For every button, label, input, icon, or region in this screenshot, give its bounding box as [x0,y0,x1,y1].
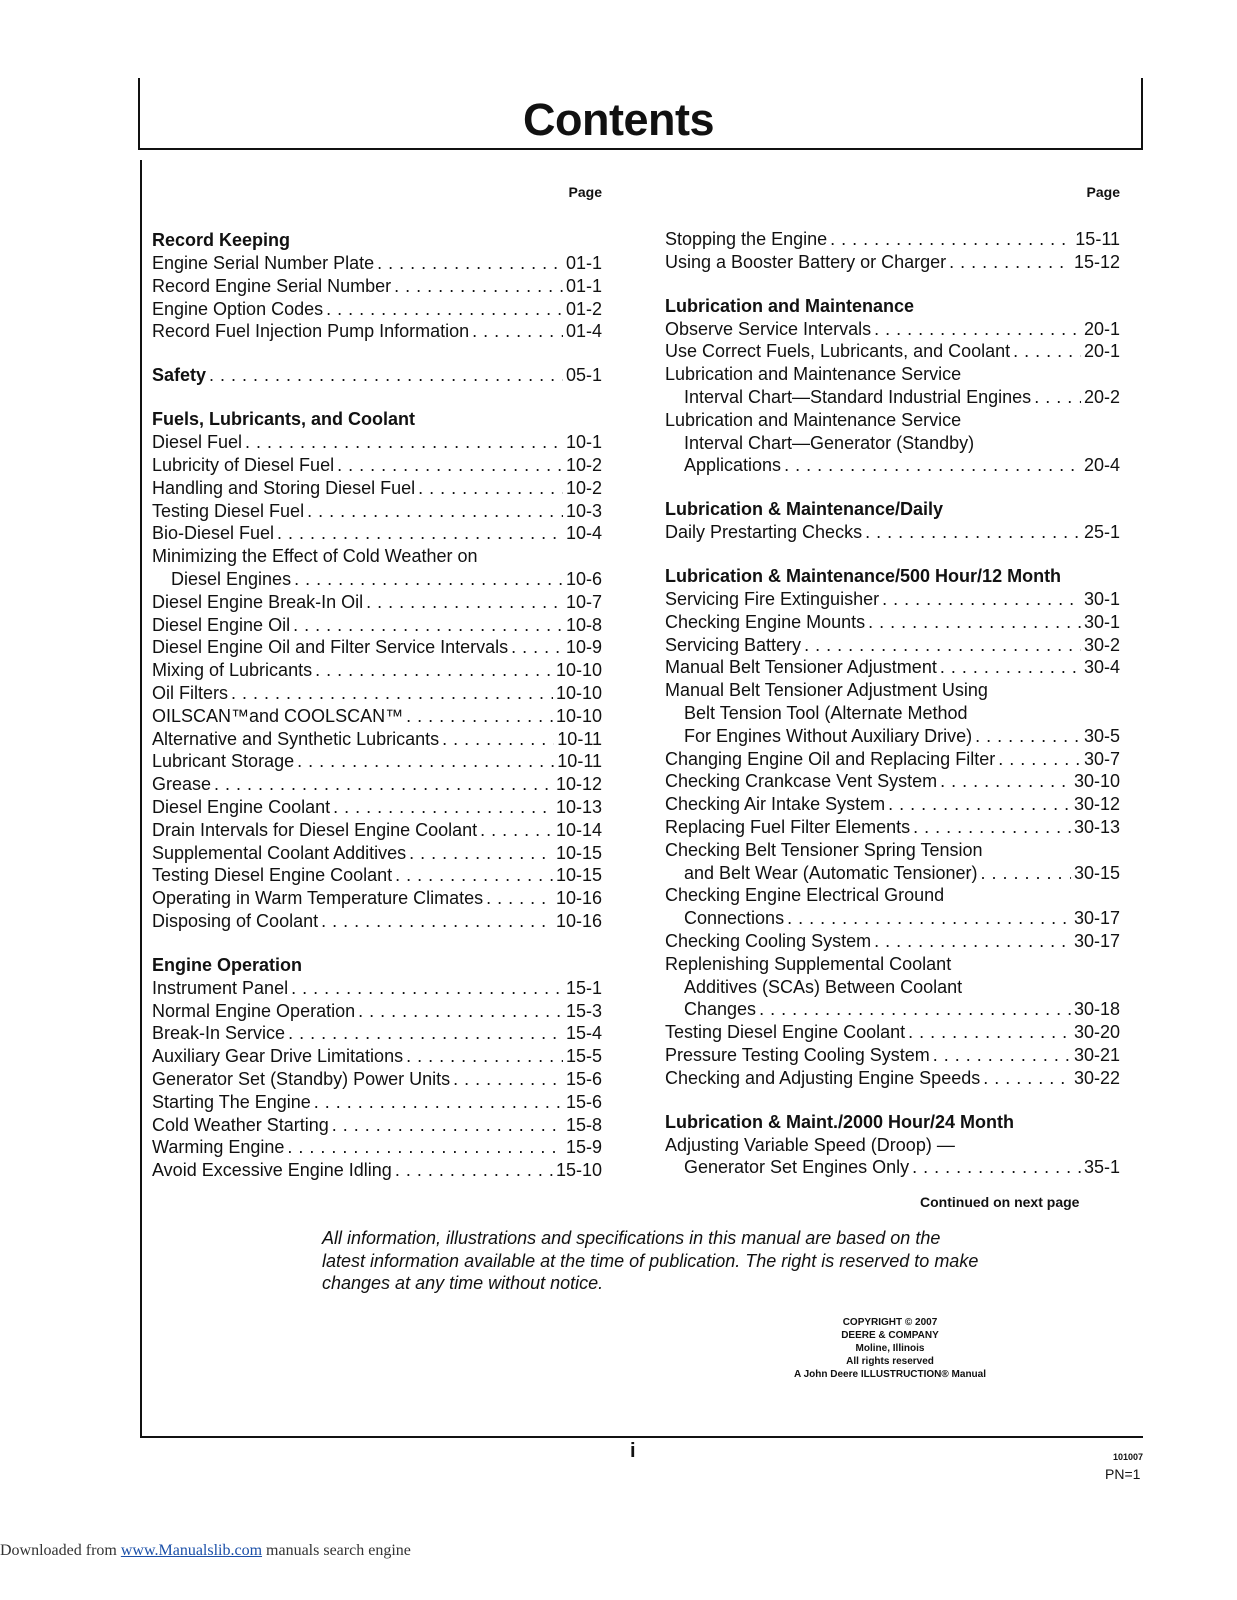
entry-title: Changes [684,999,757,1020]
contents-section [152,407,602,933]
entry-title: OILSCAN™and COOLSCAN™ [152,705,404,726]
toc-entry [665,454,1120,477]
page-ref: 10-2 [565,477,602,498]
footer-suffix: manuals search engine [262,1542,411,1559]
dot-leader [314,1091,563,1114]
dot-leader [209,363,563,387]
page-ref: 15-3 [565,1000,602,1021]
entry-title: Servicing Battery [665,634,802,655]
dot-leader [759,998,1071,1021]
page-ref: 10-13 [555,796,602,817]
page-ref: 10-16 [555,910,602,931]
toc-entry [152,298,602,321]
entry-title: Daily Prestarting Checks [665,522,863,543]
toc-entry-line: Checking Belt Tensioner Spring Tension [665,839,983,860]
dot-leader [912,1156,1081,1179]
toc-entry [152,819,602,842]
entry-title: Diesel Fuel [152,432,243,453]
toc-entry-line: Minimizing the Effect of Cold Weather on [152,546,478,567]
page-ref: 25-1 [1083,522,1120,543]
dot-leader [787,907,1071,930]
toc-entry [152,275,602,298]
dot-leader [333,796,553,819]
toc-entry [665,1021,1120,1044]
toc-entry [152,750,602,773]
entry-title: Using a Booster Battery or Charger [665,251,947,272]
dot-leader [394,275,563,298]
page-ref: 10-15 [555,842,602,863]
entry-title: Checking Crankcase Vent System [665,771,938,792]
page-ref: 10-14 [555,819,602,840]
dot-leader [297,750,554,773]
toc-entry [152,796,602,819]
entry-title: Generator Set (Standby) Power Units [152,1068,451,1089]
contents-section [665,228,1120,274]
dot-leader [865,521,1081,544]
entry-title: Replacing Fuel Filter Elements [665,816,911,837]
toc-entry [152,682,602,705]
toc-entry [665,521,1120,544]
toc-entry [152,1136,602,1159]
dot-leader [293,614,563,637]
page-ref: 15-12 [1073,251,1120,272]
page-ref: 10-8 [565,614,602,635]
toc-entry [152,659,602,682]
left-sections [152,228,602,1182]
entry-title: Lubricant Storage [152,751,295,772]
page-ref: 30-20 [1073,1022,1120,1043]
dot-leader [366,591,563,614]
toc-entry-line: Lubrication and Maintenance Service [665,364,962,385]
toc-entry [665,1156,1120,1179]
toc-entry [152,887,602,910]
entry-title: Disposing of Coolant [152,910,319,931]
toc-entry [152,728,602,751]
page-ref: 15-6 [565,1091,602,1112]
toc-entry [665,793,1120,816]
contents-section [665,497,1120,544]
dot-leader [940,656,1081,679]
dot-leader [231,682,553,705]
page-ref: 30-18 [1073,999,1120,1020]
contents-column-right [665,184,1120,1199]
toc-entry-line: Checking Engine Electrical Ground [665,885,945,906]
toc-entry [665,748,1120,771]
page-ref: 10-3 [565,500,602,521]
entry-title: Testing Diesel Fuel [152,500,305,521]
page-ref: 10-7 [565,591,602,612]
toc-entry [152,1000,602,1023]
copyright-line: DEERE & COMPANY [841,1330,939,1341]
dot-leader [980,862,1070,885]
dot-leader [395,864,553,887]
dot-leader [830,228,1072,251]
toc-entry [665,725,1120,748]
page-ref: 20-1 [1083,341,1120,362]
page-ref: 01-4 [565,321,602,342]
section-title: Safety [152,365,207,386]
toc-entry [152,705,602,728]
toc-entry [665,770,1120,793]
dot-leader [277,522,563,545]
copyright-line: A John Deere ILLUSTRUCTION® Manual [793,1369,986,1380]
page-ref: 10-10 [555,660,602,681]
dot-leader [332,1114,563,1137]
entry-title: Instrument Panel [152,977,289,998]
toc-entry [152,500,602,523]
dot-leader [395,1159,553,1182]
entry-title: Connections [684,908,785,929]
dot-leader [214,773,553,796]
dot-leader [307,500,563,523]
page-ref: 30-22 [1073,1067,1120,1088]
dot-leader [868,611,1081,634]
contents-section [152,363,602,387]
dot-leader [908,1021,1071,1044]
footer-prefix: Downloaded from [0,1542,121,1559]
entry-title: Drain Intervals for Diesel Engine Coolant [152,819,478,840]
entry-title: Engine Option Codes [152,298,324,319]
toc-entry [152,1045,602,1068]
entry-title: Changing Engine Oil and Replacing Filter [665,748,996,769]
entry-title: Bio-Diesel Fuel [152,523,275,544]
toc-entry [152,1068,602,1091]
entry-title: Record Fuel Injection Pump Information [152,321,470,342]
toc-entry [665,611,1120,634]
page-ref: 10-9 [565,637,602,658]
dot-leader [358,1000,563,1023]
toc-entry [665,318,1120,341]
dot-leader [874,318,1081,341]
dot-leader [1034,386,1081,409]
dot-leader [406,1045,563,1068]
dot-leader [326,298,563,321]
dot-leader [409,842,553,865]
entry-title: Stopping the Engine [665,229,828,249]
document-code: 101007 [1113,1452,1144,1462]
dot-leader [949,251,1071,274]
dot-leader [913,816,1071,839]
copyright-line: All rights reserved [846,1356,934,1367]
page-ref: 10-16 [555,888,602,909]
contents-section [152,228,602,343]
dot-leader [315,659,553,682]
page-ref: 15-9 [565,1137,602,1158]
dot-leader [784,454,1081,477]
dot-leader [486,887,553,910]
page-ref: 10-6 [565,568,602,589]
toc-entry [665,816,1120,839]
dot-leader [998,748,1081,771]
page-ref: 15-10 [555,1160,602,1181]
dot-leader [975,725,1081,748]
toc-entry [152,431,602,454]
dot-leader [1013,340,1081,363]
toc-entry [152,1091,602,1114]
entry-title: Diesel Engine Oil and Filter Service Intervals [152,637,509,658]
entry-title: Warming Engine [152,1137,285,1158]
dot-leader [291,977,563,1000]
entry-title: Observe Service Intervals [665,318,872,339]
page-ref: 10-1 [565,432,602,453]
dot-leader [245,431,563,454]
toc-entry [152,320,602,343]
entry-title: Record Engine Serial Number [152,275,392,296]
page-ref: 30-2 [1083,634,1120,655]
dot-leader [983,1067,1071,1090]
page-ref: 10-4 [565,523,602,544]
toc-entry-line: Manual Belt Tensioner Adjustment Using [665,680,988,701]
continued-note: Continued on next page [920,1194,1080,1210]
toc-entry [665,1067,1120,1090]
dot-leader [940,770,1071,793]
section-heading: Lubrication and Maintenance [665,295,915,316]
entry-title: Diesel Engine Break-In Oil [152,591,364,612]
entry-title: Auxiliary Gear Drive Limitations [152,1046,404,1067]
page-ref: 35-1 [1083,1157,1120,1178]
page-ref: 30-10 [1073,771,1120,792]
page-ref: 30-4 [1083,657,1120,678]
page-ref: 30-17 [1073,908,1120,929]
toc-entry [152,1022,602,1045]
copyright-line: Moline, Illinois [855,1343,925,1354]
dot-leader [377,252,563,275]
dot-leader [480,819,553,842]
toc-entry-line: Lubrication and Maintenance Service [665,409,962,430]
page-ref: 30-13 [1073,816,1120,837]
download-footer [0,1542,411,1560]
page-ref: 10-12 [555,774,602,795]
toc-entry [152,477,602,500]
dot-leader [321,910,553,933]
page-ref: 10-15 [555,865,602,886]
entry-title: Oil Filters [152,682,228,703]
toc-entry-line: Replenishing Supplemental Coolant [665,953,952,974]
dot-leader [874,930,1071,953]
toc-entry [665,907,1120,930]
page-ref: 10-11 [557,728,602,749]
contents-section [665,1110,1120,1180]
section-heading: Lubrication & Maintenance/Daily [665,499,944,520]
toc-entry [152,773,602,796]
toc-entry [152,614,602,637]
toc-entry [152,522,602,545]
page-ref: 05-1 [565,365,602,386]
page-ref: 30-1 [1083,588,1120,609]
toc-entry [665,1044,1120,1067]
entry-title: Starting The Engine [152,1091,311,1112]
entry-title: and Belt Wear (Automatic Tensioner) [684,862,978,883]
page-column-heading: Page [568,184,602,200]
section-heading: Lubrication & Maint./2000 Hour/24 Month [665,1111,1015,1132]
copyright-line: COPYRIGHT © 2007 [842,1317,938,1328]
toc-entry [152,252,602,275]
toc-entry [665,930,1120,953]
contents-section [665,564,1120,1090]
page-column-heading: Page [1086,184,1120,200]
toc-entry [665,588,1120,611]
manualslib-link[interactable]: www.Manualslib.com [120,1542,263,1559]
dot-leader [804,634,1081,657]
entry-title: Grease [152,774,212,795]
copyright-block [770,1316,1010,1381]
contents-section [665,294,1120,478]
dot-leader [406,705,553,728]
entry-title: Supplemental Coolant Additives [152,842,407,863]
page-ref: 30-17 [1073,930,1120,951]
page-ref: 15-1 [565,977,602,998]
toc-entry-line: Adjusting Variable Speed (Droop) — [665,1134,955,1155]
toc-entry [665,634,1120,657]
disclaimer-notice: All information, illustrations and specifications in this manual are based on the latest information available at the time of publication. The right is reserved to make changes at any time without notice. [322,1228,979,1293]
entry-title: Checking Cooling System [665,930,872,951]
entry-title: Applications [684,455,782,476]
page-ref: 30-1 [1083,611,1120,632]
page-ref: 15-5 [565,1046,602,1067]
toc-entry-line: Belt Tension Tool (Alternate Method [684,702,968,723]
section-heading: Lubrication & Maintenance/500 Hour/12 Month [665,565,1062,586]
toc-entry [152,864,602,887]
page-ref: 20-4 [1083,455,1120,476]
page-ref: 10-11 [557,751,602,772]
entry-title: Lubricity of Diesel Fuel [152,454,335,475]
entry-title: Diesel Engines [171,568,292,589]
page-ref: 30-7 [1083,748,1120,769]
contents-section [152,953,602,1182]
dot-leader [287,1136,563,1159]
toc-entry [665,340,1120,363]
toc-entry [152,1159,602,1182]
entry-title: Avoid Excessive Engine Idling [152,1160,392,1181]
entry-title: Manual Belt Tensioner Adjustment [665,657,937,678]
entry-title: Servicing Fire Extinguisher [665,588,880,609]
entry-title: Checking and Adjusting Engine Speeds [665,1067,981,1088]
entry-title: Mixing of Lubricants [152,660,313,681]
toc-entry [152,636,602,659]
page-ref: 01-1 [565,253,602,273]
page-number: i [630,1440,636,1462]
part-number: PN=1 [1105,1466,1141,1482]
entry-title: Cold Weather Starting [152,1114,329,1135]
entry-title: Use Correct Fuels, Lubricants, and Coolant [665,341,1011,362]
entry-title: For Engines Without Auxiliary Drive) [684,725,973,746]
section-heading: Engine Operation [152,954,303,975]
toc-entry [152,842,602,865]
right-sections [665,228,1120,1179]
toc-entry [665,656,1120,679]
page-ref: 20-1 [1083,318,1120,339]
entry-title: Checking Engine Mounts [665,611,866,632]
page-ref: 01-2 [565,298,602,319]
dot-leader [294,568,563,591]
toc-entry [152,591,602,614]
entry-title: Normal Engine Operation [152,1000,356,1021]
page-title: Contents [523,94,714,145]
toc-entry-line: Interval Chart—Generator (Standby) [684,432,975,453]
page-ref: 30-5 [1083,725,1120,746]
entry-title: Diesel Engine Oil [152,614,291,635]
dot-leader [442,728,554,751]
entry-title: Operating in Warm Temperature Climates [152,888,484,909]
page-ref: 15-4 [565,1023,602,1044]
dot-leader [418,477,563,500]
toc-entry [665,386,1120,409]
entry-title: Generator Set Engines Only [684,1157,910,1178]
toc-entry [152,910,602,933]
section-heading [152,363,602,387]
toc-entry [152,1114,602,1137]
toc-entry [152,568,602,591]
page-ref: 15-11 [1075,229,1120,249]
page-ref: 30-15 [1073,862,1120,883]
entry-title: Testing Diesel Engine Coolant [665,1022,906,1043]
dot-leader [882,588,1081,611]
dot-leader [933,1044,1071,1067]
entry-title: Engine Serial Number Plate [152,253,375,273]
page-ref: 20-2 [1083,386,1120,407]
page-ref: 15-6 [565,1068,602,1089]
toc-entry [665,228,1120,251]
page-ref: 30-21 [1073,1044,1120,1065]
page-ref: 10-2 [565,454,602,475]
dot-leader [337,454,563,477]
entry-title: Diesel Engine Coolant [152,796,331,817]
entry-title: Checking Air Intake System [665,794,886,815]
entry-title: Interval Chart—Standard Industrial Engines [684,386,1032,407]
section-heading: Record Keeping [152,230,291,250]
toc-entry-line: Additives (SCAs) Between Coolant [684,976,963,997]
page-ref: 15-8 [565,1114,602,1135]
toc-entry [152,977,602,1000]
toc-entry [665,251,1120,274]
dot-leader [472,320,563,343]
toc-entry [665,862,1120,885]
dot-leader [288,1022,563,1045]
toc-entry [152,454,602,477]
page-ref: 10-10 [555,682,602,703]
entry-title: Break-In Service [152,1023,286,1044]
toc-entry [665,998,1120,1021]
section-heading: Fuels, Lubricants, and Coolant [152,409,416,430]
entry-title: Alternative and Synthetic Lubricants [152,728,440,749]
dot-leader [453,1068,563,1091]
dot-leader [511,636,563,659]
entry-title: Handling and Storing Diesel Fuel [152,477,416,498]
page-ref: 10-10 [555,705,602,726]
page-ref: 30-12 [1073,794,1120,815]
contents-column-left [152,184,602,1202]
page-ref: 01-1 [565,275,602,296]
entry-title: Pressure Testing Cooling System [665,1044,930,1065]
entry-title: Testing Diesel Engine Coolant [152,865,393,886]
dot-leader [888,793,1071,816]
